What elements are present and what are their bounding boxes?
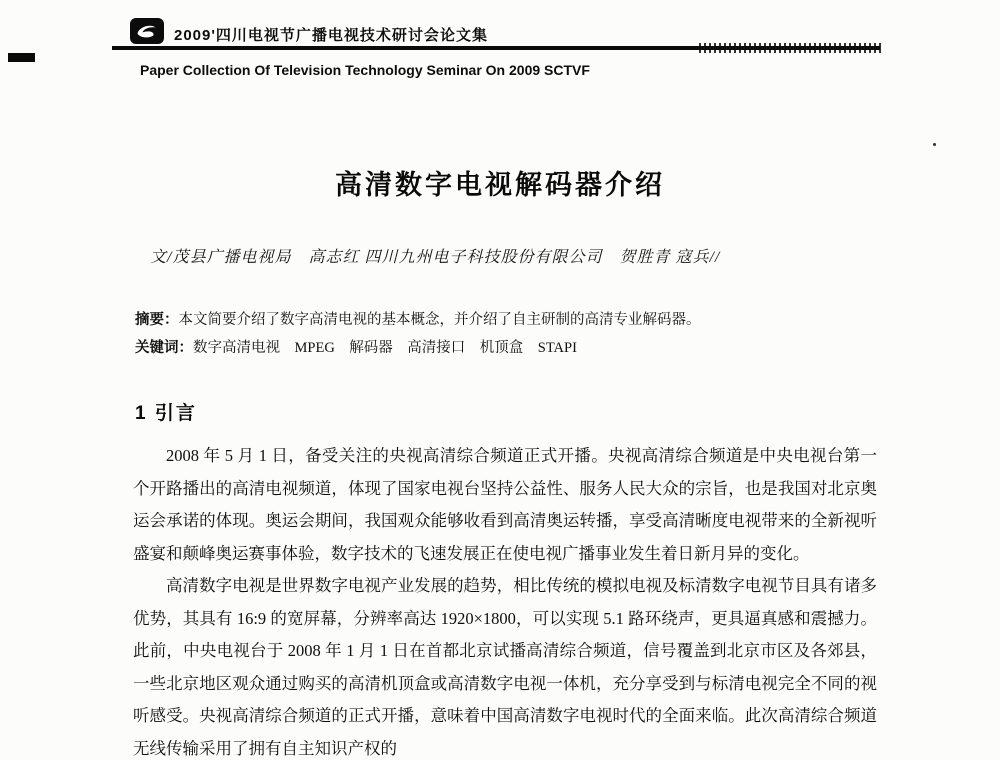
keywords-label: 关键词： — [135, 340, 193, 356]
header-rule — [112, 46, 880, 50]
abstract-keywords-block — [135, 306, 877, 362]
paper-title: 高清数字电视解码器介绍 — [335, 170, 665, 200]
abstract-text: 本文简要介绍了数字高清电视的基本概念，并介绍了自主研制的高清专业解码器。 — [178, 312, 701, 328]
scan-artifact-dot — [933, 143, 936, 146]
abstract-label: 摘要： — [135, 312, 179, 328]
article-body — [133, 440, 877, 760]
binding-mark — [8, 53, 35, 62]
keywords-line — [135, 334, 877, 362]
collection-title-cn: 2009'四川电视节广播电视技术研讨会论文集 — [174, 27, 488, 44]
paragraph-2: 高清数字电视是世界数字电视产业发展的趋势，相比传统的模拟电视及标清数字电视节目具有诸多优势，其具有 16:9 的宽屏幕，分辨率高达 1920×1800，可以实现 5.1 路环绕声，更具逼真感和震撼力。此前，中央电视台于 2008 年 1 月 1 日在首都北京试播高清综合频道，信号覆盖到北京市区及各郊县，一些北京地区观众通过购买的高清机顶盒或高清数字电视一体机，充分享受到与标清电视完全不同的视听感受。央视高清综合频道的正式开播，意味着中国高清数字电视时代的全面来临。此次高清综合频道无线传输采用了拥有自主知识产权的 — [133, 576, 877, 758]
publisher-swirl-logo-icon — [130, 18, 164, 44]
section-heading-introduction: 1 引言 — [135, 403, 197, 424]
abstract-line — [135, 306, 877, 334]
collection-title-en: Paper Collection Of Television Technology Seminar On 2009 SCTVF — [140, 62, 590, 78]
keywords-text: 数字高清电视 MPEG 解码器 高清接口 机顶盒 STAPI — [193, 340, 577, 356]
byline: 文/茂县广播电视局 高志红 四川九州电子科技股份有限公司 贺胜青 寇兵// — [150, 249, 721, 266]
paragraph-1: 2008 年 5 月 1 日，备受关注的央视高清综合频道正式开播。央视高清综合频道是中央电视台第一个开路播出的高清电视频道，体现了国家电视台坚持公益性、服务人民大众的宗旨，也是我国对北京奥运会承诺的体现。奥运会期间，我国观众能够收看到高清奥运转播，享受高清晰度电视带来的全新视听盛宴和颠峰奥运赛事体验，数字技术的飞速发展正在使电视广播事业发生着日新月异的变化。 — [133, 446, 877, 563]
